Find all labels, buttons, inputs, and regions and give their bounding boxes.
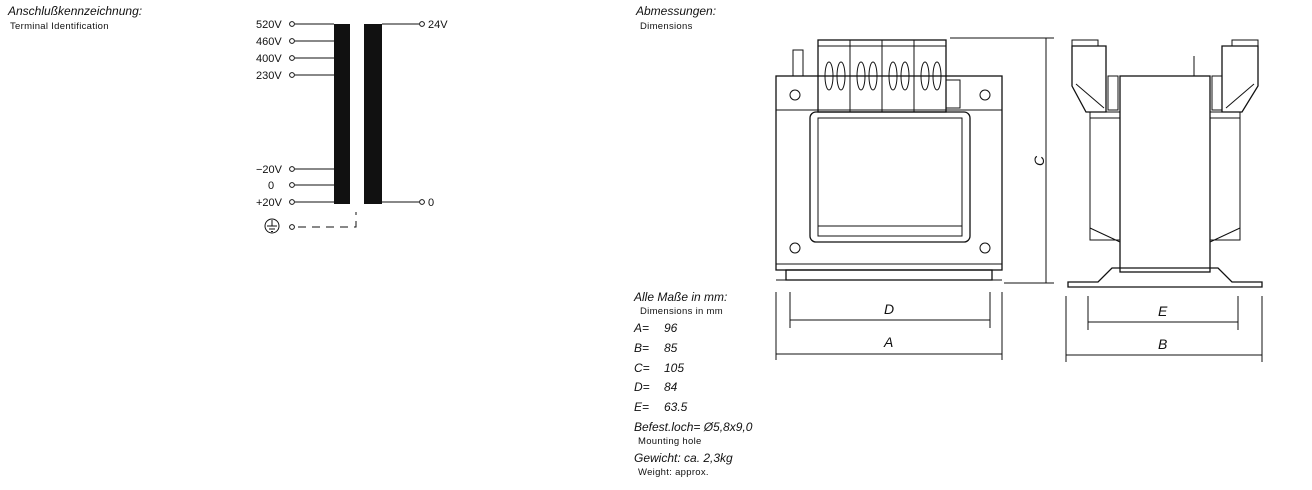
secondary-terminals [382,19,448,209]
spec-unit-subtitle: Dimensions in mm [640,306,723,317]
tap-label: 230V [256,70,282,82]
spec-value: 105 [664,361,685,375]
terminal-circle [290,22,295,27]
spec-key: C= [634,361,650,375]
terminal-circle [290,167,295,172]
dimensions-subtitle: Dimensions [640,21,693,32]
terminal-circle [290,73,295,78]
spec-value: 85 [664,341,678,355]
front-view [776,40,1002,280]
dimension-c-label: C [1031,155,1047,166]
weight-label: Gewicht: ca. 2,3kg [634,451,733,465]
spec-key: D= [634,380,650,394]
dimension-d-label: D [884,301,895,317]
terminal-circle [290,200,295,205]
spec-value: 63.5 [664,400,688,414]
spec-value: 84 [664,380,678,394]
dimension-e [1088,296,1238,330]
tap-label: 0 [268,180,275,192]
mounting-hole-label: Befest.loch= Ø5,8x9,0 [634,420,753,434]
dimension-d [790,292,990,328]
weight-subtitle: Weight: approx. [638,467,709,478]
dimension-e-label: E [1158,303,1168,319]
spec-key: A= [634,321,650,335]
adjust-taps [256,164,334,209]
secondary-winding-core [364,24,382,204]
dimensions-title: Abmessungen: [636,4,717,18]
primary-taps [256,19,334,82]
spec-value: 96 [664,321,678,335]
tap-label: +20V [256,197,282,209]
earth-ground-icon [265,219,279,233]
tap-label: 460V [256,36,282,48]
ground-dashed-line [298,212,356,227]
dimension-a-label: A [884,334,894,350]
terminal-circle [290,56,295,61]
tap-label: −20V [256,164,282,176]
terminal-title: Anschlußkennzeichnung: [8,4,143,18]
tap-label: 520V [256,19,282,31]
terminal-subtitle: Terminal Identification [10,21,109,32]
spec-key: E= [634,400,650,414]
output-label-24v: 24V [428,19,448,31]
side-view [1068,40,1262,287]
terminal-circle [290,183,295,188]
dimension-b-label: B [1158,336,1168,352]
tap-label: 400V [256,53,282,65]
spec-unit-title: Alle Maße in mm: [634,290,728,304]
terminal-circle [420,22,425,27]
terminal-circle [420,200,425,205]
mounting-hole-subtitle: Mounting hole [638,436,702,447]
spec-list [633,290,753,478]
schematic [256,19,448,233]
primary-winding-core [334,24,350,204]
terminal-circle [290,39,295,44]
output-label-0: 0 [428,197,435,209]
spec-key: B= [634,341,650,355]
